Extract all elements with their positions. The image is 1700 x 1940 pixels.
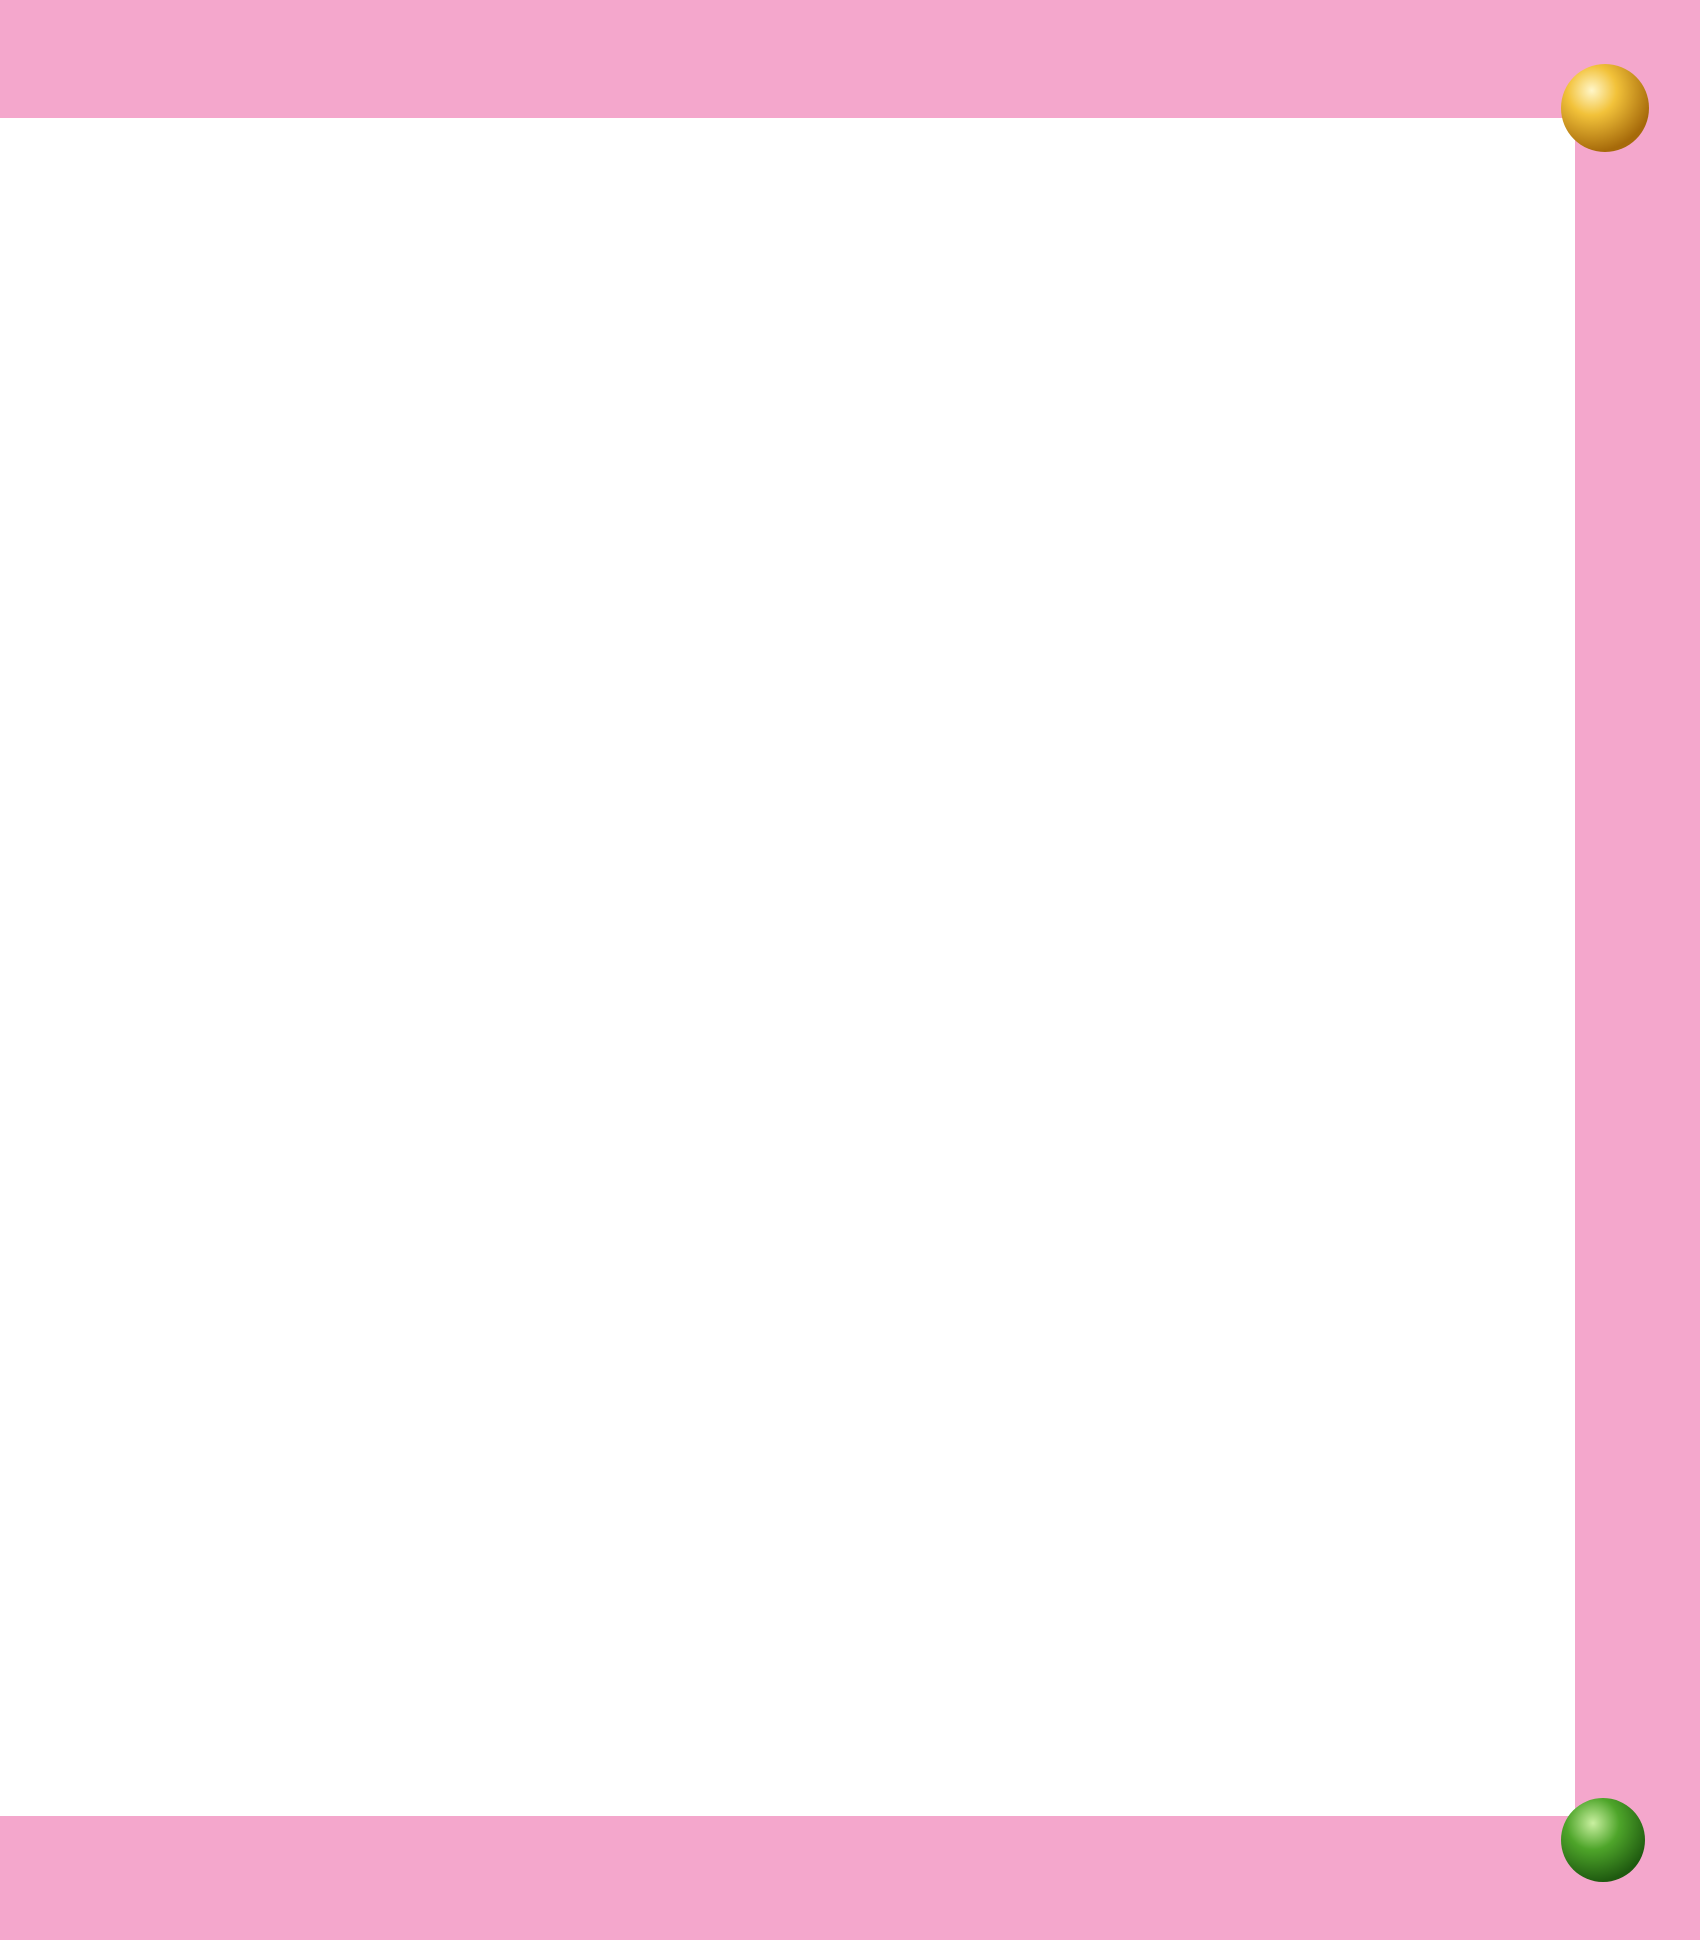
gold-pearl-icon (1555, 58, 1655, 158)
right-bead-border (1565, 130, 1660, 1810)
bottom-bead-border (0, 1770, 1575, 1865)
bead-weaving-diagram (700, 1230, 1100, 1710)
top-bead-border (0, 40, 1575, 130)
page-number-badge (1553, 1790, 1653, 1890)
